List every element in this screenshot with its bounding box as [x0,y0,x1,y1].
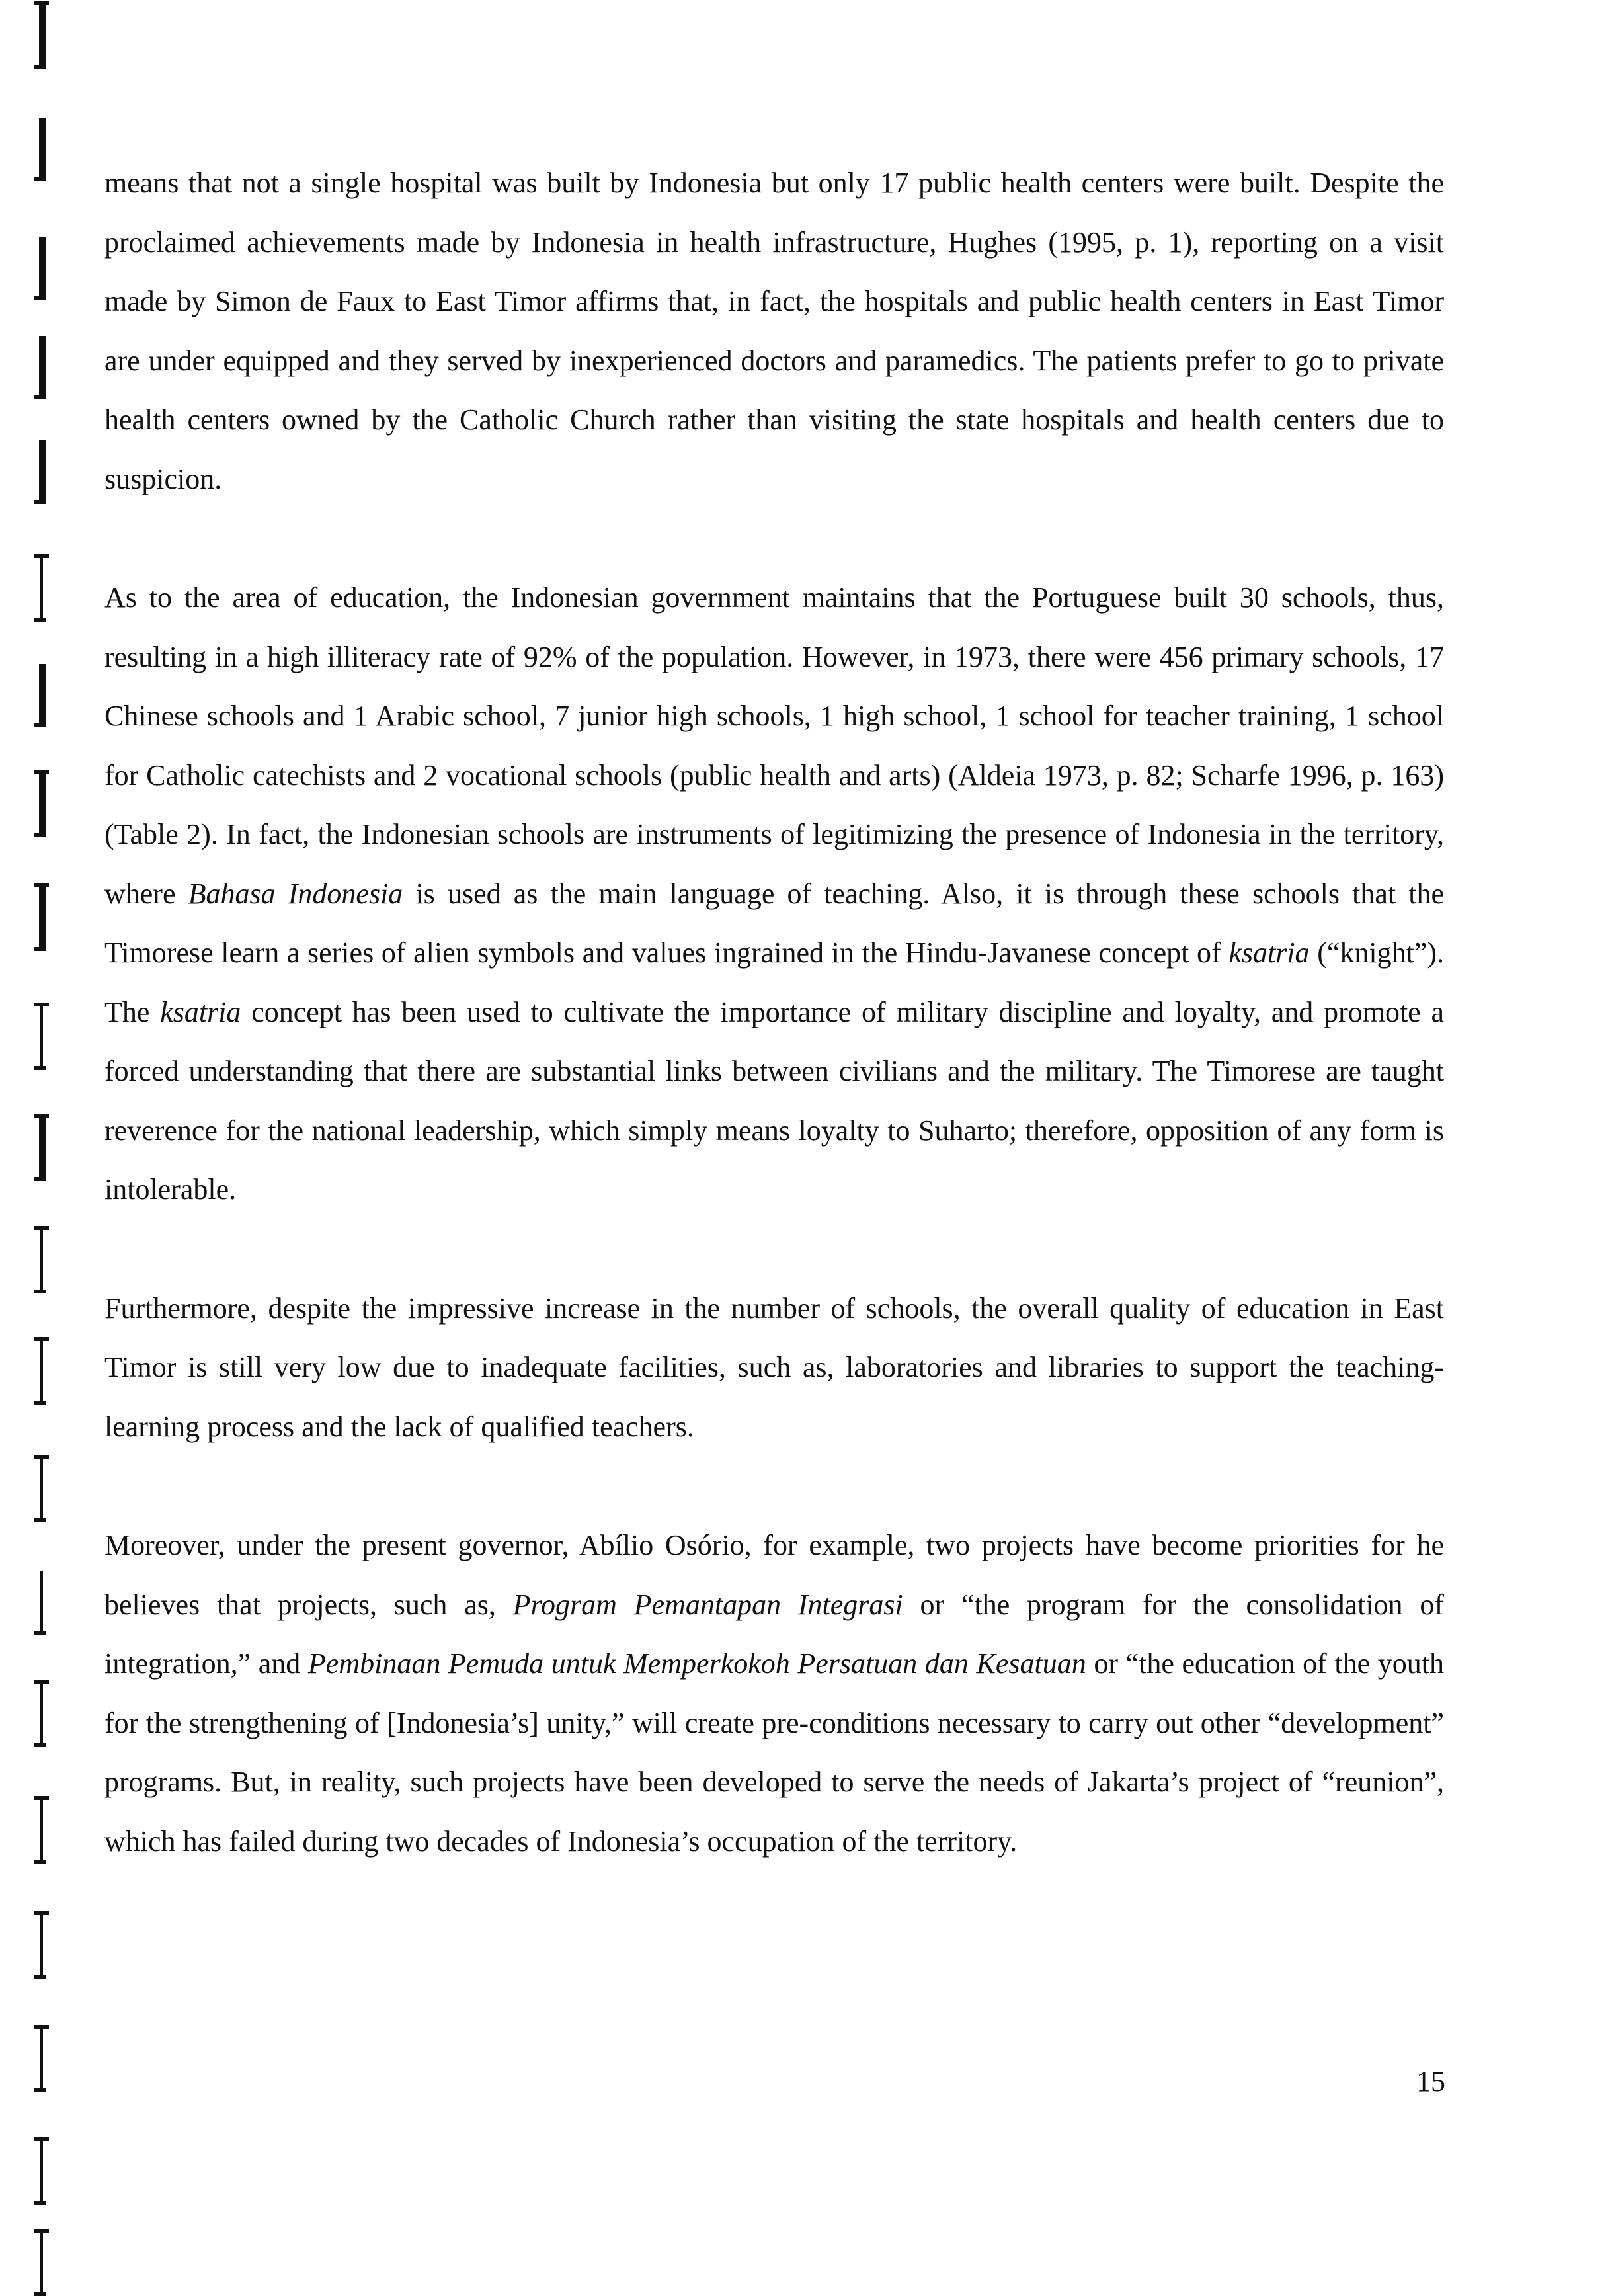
binding-mark [34,1226,49,1293]
text-run: Furthermore, despite the impressive increase in the number of schools, the overall quality of education in East Timor is still very low due to inadequate facilities, such as, laboratories and libraries to support the teaching-learning process and the lack of qualified teachers. [104,1292,1444,1443]
paragraph-health-infrastructure [104,153,1444,509]
paragraph-education-quality [104,1279,1444,1457]
binding-mark [34,118,49,181]
page-body [104,153,1444,1930]
italic-term: Program Pemantapan Integrasi [512,1588,903,1621]
binding-mark [34,1003,49,1070]
italic-term: Bahasa Indonesia [188,877,403,910]
binding-mark [34,1911,49,1979]
binding-edge [0,0,73,2296]
page-number: 15 [1416,2065,1445,2098]
binding-mark [34,770,49,837]
text-run: Moreover, under the present governor, Abílio Osório, for example, two projects have become priorities for he believes that projects, such as, [104,1529,1444,1621]
binding-mark [34,883,49,951]
paragraph-education [104,568,1444,1219]
text-run: (“knight”). The [104,936,1445,1028]
italic-term: ksatria [1228,936,1310,969]
text-run: concept has been used to cultivate the importance of military discipline and loyalty, and promote a forced understanding that there are substantial links between civilians and the military. The Timorese are taught reverence for the national leadership, which simply means loyalty to Suharto; therefore, opposition of any form is intolerable. [104,995,1445,1206]
text-run: As to the area of education, the Indonesian government maintains that the Portuguese built 30 schools, thus, resulting in a high illiteracy rate of 92% of the population. However, in 1973, there were 456 primary schools, 17 Chinese schools and 1 Arabic school, 7 junior high schools, 1 high school, 1 school for teacher training, 1 school for Catholic catechists and 2 vocational schools (public health and arts) (Aldeia 1973, p. 82; Scharfe 1996, p. 163) (Table 2). In fact, the Indonesian schools are instruments of legitimizing the presence of Indonesia in the territory, where [104,581,1444,910]
binding-mark [34,664,49,727]
binding-mark [34,1680,49,1747]
binding-mark [34,2137,49,2205]
binding-mark [34,1571,49,1635]
binding-mark [34,440,49,504]
binding-mark [34,2025,49,2092]
binding-mark [34,2229,49,2296]
binding-mark [34,237,49,300]
text-run: or “the education of the youth for the strengthening of [Indonesia’s] unity,” will create pre-conditions necessary to carry out other “development” programs. But, in reality, such projects have been developed to serve the needs of Jakarta’s project of “reunion”, which has failed during two decades of Indonesia’s occupation of the territory. [104,1647,1444,1858]
text-run: is used as the main language of teaching. Also, it is through these schools that the Timorese learn a series of alien symbols and values ingrained in the Hindu-Javanese concept of [104,877,1444,969]
binding-mark [34,1337,49,1405]
text-run: means that not a single hospital was built by Indonesia but only 17 public health centers were built. Despite the proclaimed achievements made by Indonesia in health infrastructure, Hughes (1995, p. 1), reporting on a visit made by Simon de Faux to East Timor affirms that, in fact, the hospitals and public health centers in East Timor are under equipped and they served by inexperienced doctors and paramedics. The patients prefer to go to private health centers owned by the Catholic Church rather than visiting the state hospitals and health centers due to suspicion. [104,167,1444,495]
italic-term: ksatria [160,995,241,1028]
binding-mark [34,554,49,622]
italic-term: Pembinaan Pemuda untuk Memperkokoh Persatuan dan Kesatuan [307,1647,1086,1680]
binding-mark [34,1,49,69]
text-run: or “the program for the consolidation of integration,” and [104,1588,1444,1680]
binding-mark [34,336,49,399]
paragraph-governor-projects [104,1516,1444,1871]
binding-mark [34,1796,49,1864]
binding-mark [34,1114,49,1181]
binding-mark [34,1455,49,1522]
